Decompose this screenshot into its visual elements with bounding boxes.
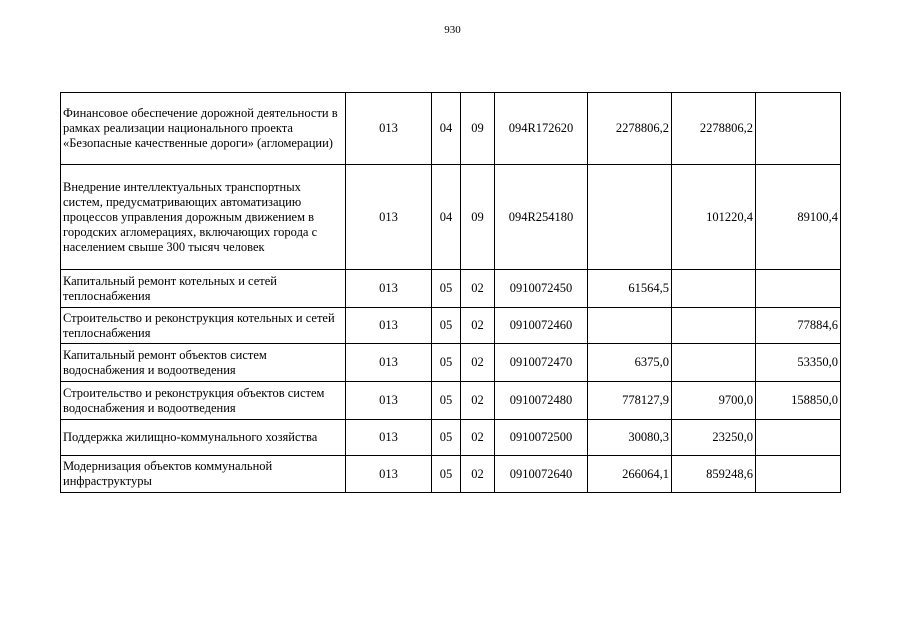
cell-target-code: 0910072450 (495, 270, 588, 308)
table-row (61, 308, 841, 344)
cell-section: 05 (432, 270, 461, 308)
cell-ministry: 013 (346, 270, 432, 308)
table-row (61, 382, 841, 420)
cell-target-code: 0910072460 (495, 308, 588, 344)
cell-value-2 (672, 308, 756, 344)
cell-value-1: 30080,3 (588, 420, 672, 456)
cell-value-3: 158850,0 (756, 382, 841, 420)
cell-value-1: 778127,9 (588, 382, 672, 420)
cell-target-code: 0910072480 (495, 382, 588, 420)
cell-value-1: 61564,5 (588, 270, 672, 308)
cell-value-2: 9700,0 (672, 382, 756, 420)
cell-ministry: 013 (346, 382, 432, 420)
cell-value-3 (756, 93, 841, 165)
cell-ministry: 013 (346, 456, 432, 493)
cell-target-code: 094R254180 (495, 165, 588, 270)
cell-target-code: 094R172620 (495, 93, 588, 165)
table-row (61, 456, 841, 493)
cell-name: Строительство и реконструкция объектов систем водоснабжения и водоотведения (61, 382, 346, 420)
page-number: 930 (444, 24, 461, 36)
cell-ministry: 013 (346, 420, 432, 456)
cell-name: Строительство и реконструкция котельных и сетей теплоснабжения (61, 308, 346, 344)
cell-section: 05 (432, 456, 461, 493)
cell-value-3: 53350,0 (756, 344, 841, 382)
cell-value-2 (672, 270, 756, 308)
cell-value-2: 859248,6 (672, 456, 756, 493)
cell-subsection: 02 (461, 420, 495, 456)
cell-value-1: 6375,0 (588, 344, 672, 382)
cell-value-1: 2278806,2 (588, 93, 672, 165)
cell-target-code: 0910072470 (495, 344, 588, 382)
cell-subsection: 02 (461, 270, 495, 308)
cell-value-1 (588, 308, 672, 344)
cell-subsection: 09 (461, 93, 495, 165)
cell-subsection: 02 (461, 344, 495, 382)
table-row (61, 165, 841, 270)
cell-value-2: 101220,4 (672, 165, 756, 270)
cell-target-code: 0910072640 (495, 456, 588, 493)
table-row (61, 93, 841, 165)
cell-name: Модернизация объектов коммунальной инфраструктуры (61, 456, 346, 493)
cell-name: Капитальный ремонт котельных и сетей теплоснабжения (61, 270, 346, 308)
cell-subsection: 02 (461, 308, 495, 344)
cell-value-1: 266064,1 (588, 456, 672, 493)
cell-ministry: 013 (346, 93, 432, 165)
cell-section: 04 (432, 93, 461, 165)
cell-subsection: 02 (461, 382, 495, 420)
cell-section: 05 (432, 382, 461, 420)
cell-value-3 (756, 456, 841, 493)
cell-name: Поддержка жилищно-коммунального хозяйства (61, 420, 346, 456)
cell-target-code: 0910072500 (495, 420, 588, 456)
cell-subsection: 09 (461, 165, 495, 270)
cell-value-2: 2278806,2 (672, 93, 756, 165)
cell-ministry: 013 (346, 344, 432, 382)
cell-value-3 (756, 420, 841, 456)
cell-value-3 (756, 270, 841, 308)
cell-section: 05 (432, 308, 461, 344)
cell-name: Финансовое обеспечение дорожной деятельности в рамках реализации национального проекта «Безопасные качественные дороги» (агломерации) (61, 93, 346, 165)
cell-section: 04 (432, 165, 461, 270)
cell-value-2: 23250,0 (672, 420, 756, 456)
table-row (61, 420, 841, 456)
cell-name: Капитальный ремонт объектов систем водоснабжения и водоотведения (61, 344, 346, 382)
cell-value-3: 89100,4 (756, 165, 841, 270)
budget-table (60, 92, 841, 493)
cell-value-2 (672, 344, 756, 382)
table-row (61, 344, 841, 382)
cell-section: 05 (432, 420, 461, 456)
cell-ministry: 013 (346, 165, 432, 270)
cell-value-3: 77884,6 (756, 308, 841, 344)
table-row (61, 270, 841, 308)
cell-ministry: 013 (346, 308, 432, 344)
cell-subsection: 02 (461, 456, 495, 493)
cell-value-1 (588, 165, 672, 270)
cell-section: 05 (432, 344, 461, 382)
cell-name: Внедрение интеллектуальных транспортных систем, предусматривающих автоматизацию процессов управления дорожным движением в городских агломерациях, включающих города с населением свыше 300 тысяч человек (61, 165, 346, 270)
